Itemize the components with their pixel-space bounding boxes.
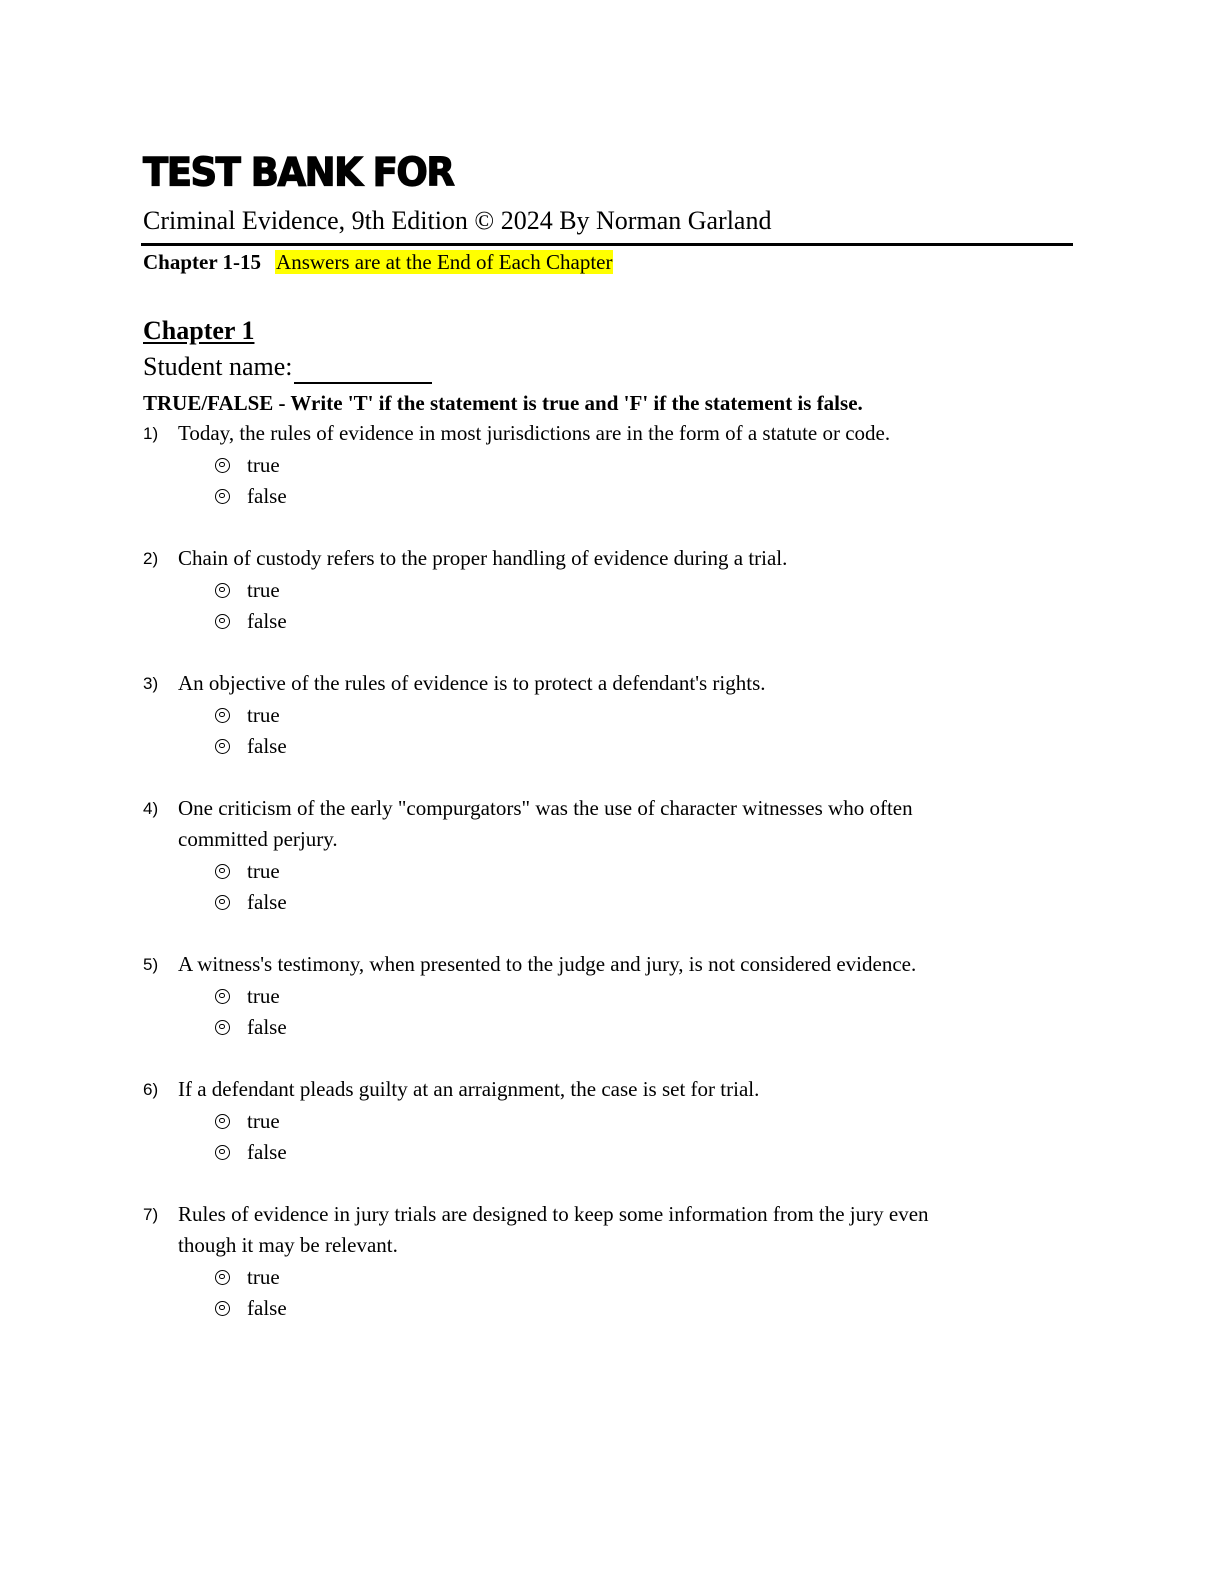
- radio-circle-icon[interactable]: [215, 458, 230, 473]
- radio-circle-icon[interactable]: [215, 1020, 230, 1035]
- answer-option-true[interactable]: [215, 701, 280, 729]
- question-text: Chain of custody refers to the proper handling of evidence during a trial.: [178, 546, 788, 570]
- document-subtitle: Criminal Evidence, 9th Edition © 2024 By Norman Garland: [143, 206, 772, 235]
- student-name-field: [143, 350, 432, 384]
- answer-option-label: true: [247, 859, 280, 883]
- answer-option-true[interactable]: [215, 1263, 280, 1291]
- question-text: One criticism of the early "compurgators" was the use of character witnesses who often: [178, 796, 913, 820]
- question-text: If a defendant pleads guilty at an arraignment, the case is set for trial.: [178, 1077, 760, 1101]
- radio-circle-icon[interactable]: [215, 864, 230, 879]
- radio-circle-icon[interactable]: [215, 1114, 230, 1129]
- question-text: committed perjury.: [178, 827, 338, 851]
- answer-option-label: false: [247, 734, 287, 758]
- answer-option-label: true: [247, 1109, 280, 1133]
- radio-circle-icon[interactable]: [215, 1145, 230, 1160]
- answer-option-label: true: [247, 984, 280, 1008]
- question-number: 6): [143, 1080, 159, 1099]
- answer-option-label: false: [247, 1015, 287, 1039]
- question-number: 5): [143, 955, 159, 974]
- answer-option-true[interactable]: [215, 451, 280, 479]
- answer-option-false[interactable]: [215, 888, 287, 916]
- answer-option-false[interactable]: [215, 482, 287, 510]
- question-text: Rules of evidence in jury trials are designed to keep some information from the jury even: [178, 1202, 929, 1226]
- answer-option-true[interactable]: [215, 1107, 280, 1135]
- answer-option-false[interactable]: [215, 732, 287, 760]
- answer-option-label: false: [247, 609, 287, 633]
- question-number: 1): [143, 424, 159, 443]
- radio-circle-icon[interactable]: [215, 1270, 230, 1285]
- answer-option-label: true: [247, 703, 280, 727]
- radio-circle-icon[interactable]: [215, 895, 230, 910]
- student-name-label: Student name:: [143, 352, 293, 381]
- answer-option-label: false: [247, 1140, 287, 1164]
- question-text: Today, the rules of evidence in most jurisdictions are in the form of a statute or code.: [178, 421, 891, 445]
- answer-option-true[interactable]: [215, 857, 280, 885]
- answer-option-label: true: [247, 1265, 280, 1289]
- answer-option-false[interactable]: [215, 1138, 287, 1166]
- title-divider: [141, 243, 1073, 246]
- answer-option-label: true: [247, 578, 280, 602]
- answer-option-label: true: [247, 453, 280, 477]
- answer-option-false[interactable]: [215, 1294, 287, 1322]
- answer-option-false[interactable]: [215, 607, 287, 635]
- chapter-heading: Chapter 1: [143, 316, 255, 345]
- radio-circle-icon[interactable]: [215, 739, 230, 754]
- chapter-range-line: [143, 248, 613, 276]
- question-number: 4): [143, 799, 159, 818]
- question-text: though it may be relevant.: [178, 1233, 398, 1257]
- question-number: 3): [143, 674, 159, 693]
- answer-option-true[interactable]: [215, 982, 280, 1010]
- answer-option-label: false: [247, 1296, 287, 1320]
- radio-circle-icon[interactable]: [215, 1301, 230, 1316]
- student-name-blank: [294, 355, 432, 384]
- answers-note-highlight: Answers are at the End of Each Chapter: [276, 250, 613, 274]
- answer-option-false[interactable]: [215, 1013, 287, 1041]
- radio-circle-icon[interactable]: [215, 989, 230, 1004]
- radio-circle-icon[interactable]: [215, 583, 230, 598]
- question-number: 2): [143, 549, 159, 568]
- answer-option-label: false: [247, 890, 287, 914]
- radio-circle-icon[interactable]: [215, 489, 230, 504]
- radio-circle-icon[interactable]: [215, 614, 230, 629]
- answer-option-label: false: [247, 484, 287, 508]
- question-text: An objective of the rules of evidence is to protect a defendant's rights.: [178, 671, 766, 695]
- question-text: A witness's testimony, when presented to the judge and jury, is not considered evidence.: [178, 952, 917, 976]
- section-instructions: TRUE/FALSE - Write 'T' if the statement is true and 'F' if the statement is false.: [143, 391, 863, 415]
- question-number: 7): [143, 1205, 159, 1224]
- answer-option-true[interactable]: [215, 576, 280, 604]
- document-title: TEST BANK FOR: [143, 150, 454, 196]
- chapter-range: Chapter 1-15: [143, 250, 262, 274]
- radio-circle-icon[interactable]: [215, 708, 230, 723]
